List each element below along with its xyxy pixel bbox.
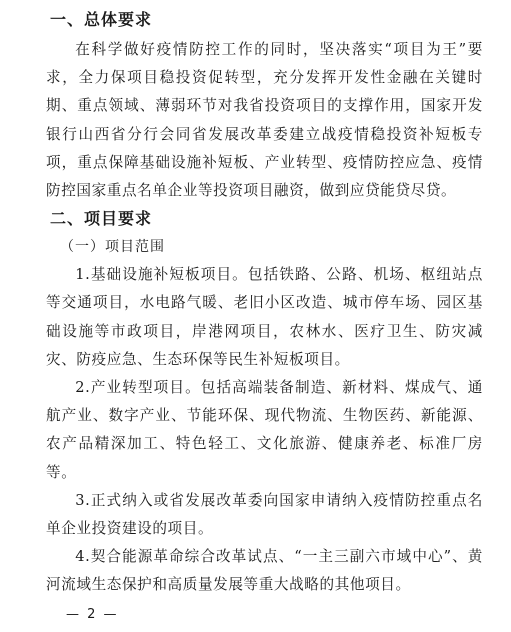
project-scope-item-2: 2.产业转型项目。包括高端装备制造、新材料、煤成气、通航产业、数字产业、节能环保、现代物流、生物医药、新能源、农产品精深加工、特色轻工、文化旅游、健康养老、标准厂房等。 bbox=[46, 379, 483, 481]
general-requirements-paragraph: 在科学做好疫情防控工作的同时，坚决落实“项目为王”要求，全力保项目稳投资促转型，充分发挥开发性金融在关键时期、重点领域、薄弱环节对我省投资项目的支撑作用，国家开发银行山西省分行会同省发展改革委建立战疫情稳投资补短板专项，重点保障基础设施补短板、产业转型、疫情防控应急、疫情防控国家重点名单企业等投资项目融资，做到应贷能贷尽贷。 bbox=[46, 41, 483, 200]
project-scope-item-4: 4.契合能源革命综合改革试点、“一主三副六市域中心”、黄河流域生态保护和高质量发展等重大战略的其他项目。 bbox=[46, 548, 483, 594]
section-heading-general-requirements: 一、总体要求 bbox=[50, 10, 153, 29]
subheading-project-scope: （一）项目范围 bbox=[60, 239, 165, 256]
section-heading-project-requirements: 二、项目要求 bbox=[50, 209, 153, 229]
project-scope-item-1: 1.基础设施补短板项目。包括铁路、公路、机场、枢纽站点等交通项目，水电路气暖、老旧小区改造、城市停车场、园区基础设施等市政项目，岸港网项目，农林水、医疗卫生、防灾减灾、防疫应急、生态环保等民生补短板项目。 bbox=[46, 266, 483, 368]
project-scope-item-3: 3.正式纳入或省发展改革委向国家申请纳入疫情防控重点名单企业投资建设的项目。 bbox=[46, 491, 483, 538]
page-number: — 2 — bbox=[66, 607, 119, 622]
